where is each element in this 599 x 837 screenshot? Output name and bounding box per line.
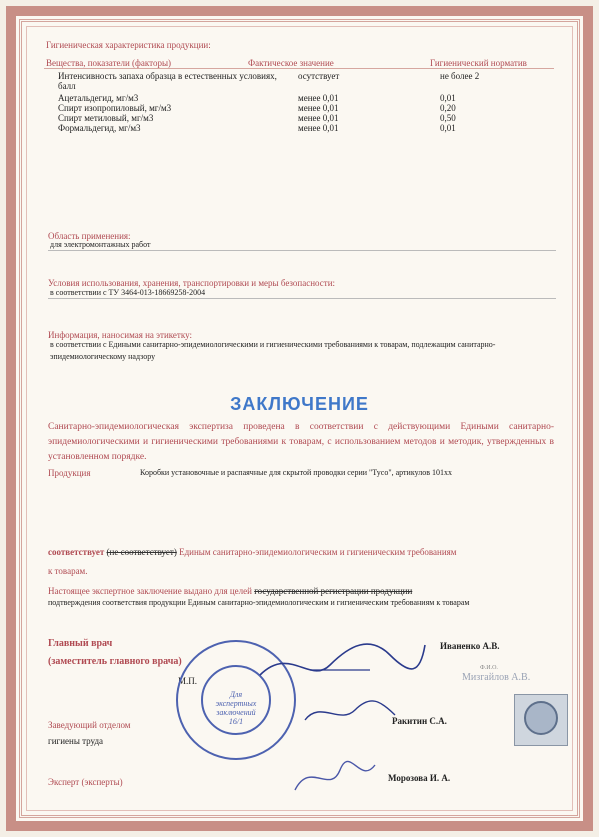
row-substance: Формальдегид, мг/м3 xyxy=(58,123,141,133)
row-actual: менее 0,01 xyxy=(298,123,339,133)
product-value: Коробки установочные и распаячные для скрытой проводки серии "Тусо", артикулов 101хх xyxy=(140,468,453,477)
row-norm: не более 2 xyxy=(440,71,480,81)
expert-signature xyxy=(290,755,380,800)
row-norm: 0,01 xyxy=(440,93,456,103)
label-info-value: в соответствии с Едиными санитарно-эпидемиологическими и гигиеническими требованиями к товарам, подлежащим санитарно-эпидемиологическому надзору xyxy=(50,340,496,361)
expert-label: Эксперт (эксперты) xyxy=(48,777,123,787)
col-norm-header: Гигиенический норматив xyxy=(430,58,527,68)
expert-name: Морозова И. А. xyxy=(388,773,451,783)
row-norm: 0,01 xyxy=(440,123,456,133)
row-norm: 0,50 xyxy=(440,113,456,123)
issued-label: Настоящее экспертное заключение выдано для целей xyxy=(48,586,252,596)
conform-text-cont: к товарам. xyxy=(48,566,88,576)
label-info-label: Информация, наносимая на этикетку: xyxy=(48,330,192,340)
application-value: для электромонтажных работ xyxy=(50,240,151,249)
divider xyxy=(48,298,556,299)
row-actual: осутствует xyxy=(298,71,340,81)
dept-name: Ракитин С.А. xyxy=(392,716,447,726)
stamp-line: Для xyxy=(229,690,243,699)
row-substance: Спирт метиловый, мг/м3 xyxy=(58,113,154,123)
row-actual: менее 0,01 xyxy=(298,93,339,103)
col-actual-header: Фактическое значение xyxy=(248,58,334,68)
hologram-sticker xyxy=(514,694,568,746)
issued-line xyxy=(48,586,412,596)
conform-label: соответствует xyxy=(48,547,105,557)
conform-text: Единым санитарно-эпидемиологическим и гигиеническим требованиям xyxy=(179,547,457,557)
stamp-line: заключений xyxy=(216,708,256,717)
conditions-label: Условия использования, хранения, транспортировки и меры безопасности: xyxy=(48,278,336,288)
section-title: Гигиеническая характеристика продукции: xyxy=(46,40,211,50)
mp-label: М.П. xyxy=(178,676,198,686)
row-actual: менее 0,01 xyxy=(298,113,339,123)
emblem-icon xyxy=(524,701,558,735)
conclusion-title: ЗАКЛЮЧЕНИЕ xyxy=(230,394,369,414)
row-substance: Спирт изопропиловый, мг/м3 xyxy=(58,103,172,113)
conditions-value: в соответствии с ТУ 3464-013-18669258-2004 xyxy=(50,288,206,297)
conformity-line xyxy=(48,547,457,557)
stamp-line: 16/1 xyxy=(228,717,244,726)
dept-signature xyxy=(300,690,400,730)
col-substance-header: Вещества, показатели (факторы) xyxy=(46,58,171,68)
issued-struck: государственной регистрации продукции xyxy=(254,586,413,596)
row-actual: менее 0,01 xyxy=(298,103,339,113)
issued-value: подтверждения соответствия продукции Единым санитарно-эпидемиологическим и гигиеническим требованиям к товарам xyxy=(48,598,470,607)
stamp-line: экспертных xyxy=(215,699,257,708)
chief-name: Иваненко А.В. xyxy=(440,641,500,651)
row-norm: 0,20 xyxy=(440,103,456,113)
chief-label: Главный врач xyxy=(48,638,113,649)
deputy-label: (заместитель главного врача) xyxy=(48,656,182,667)
conform-struck: (не соответствует) xyxy=(106,547,177,557)
conclusion-text: Санитарно-эпидемиологическая экспертиза проведена в соответствии с действующими Едиными санитарно-эпидемиологическими и гигиеническими требованиями к товарам, с использованием методов и методик, утвержденных в установленном порядке. xyxy=(48,422,554,462)
application-label: Область применения: xyxy=(48,231,131,241)
header-divider xyxy=(44,68,554,69)
product-label: Продукция xyxy=(48,468,91,478)
divider xyxy=(48,250,556,251)
row-substance: Ацетальдегид, мг/м3 xyxy=(58,93,139,103)
dept-label: Заведующий отделом xyxy=(48,720,131,730)
fio-label: Ф.И.О. xyxy=(480,665,498,671)
row-substance: Интенсивность запаха образца в естественных условиях, балл xyxy=(58,71,277,91)
dept-value: гигиены труда xyxy=(48,736,104,746)
chief-name-stamp: Мизгайлов А.В. xyxy=(462,672,531,683)
